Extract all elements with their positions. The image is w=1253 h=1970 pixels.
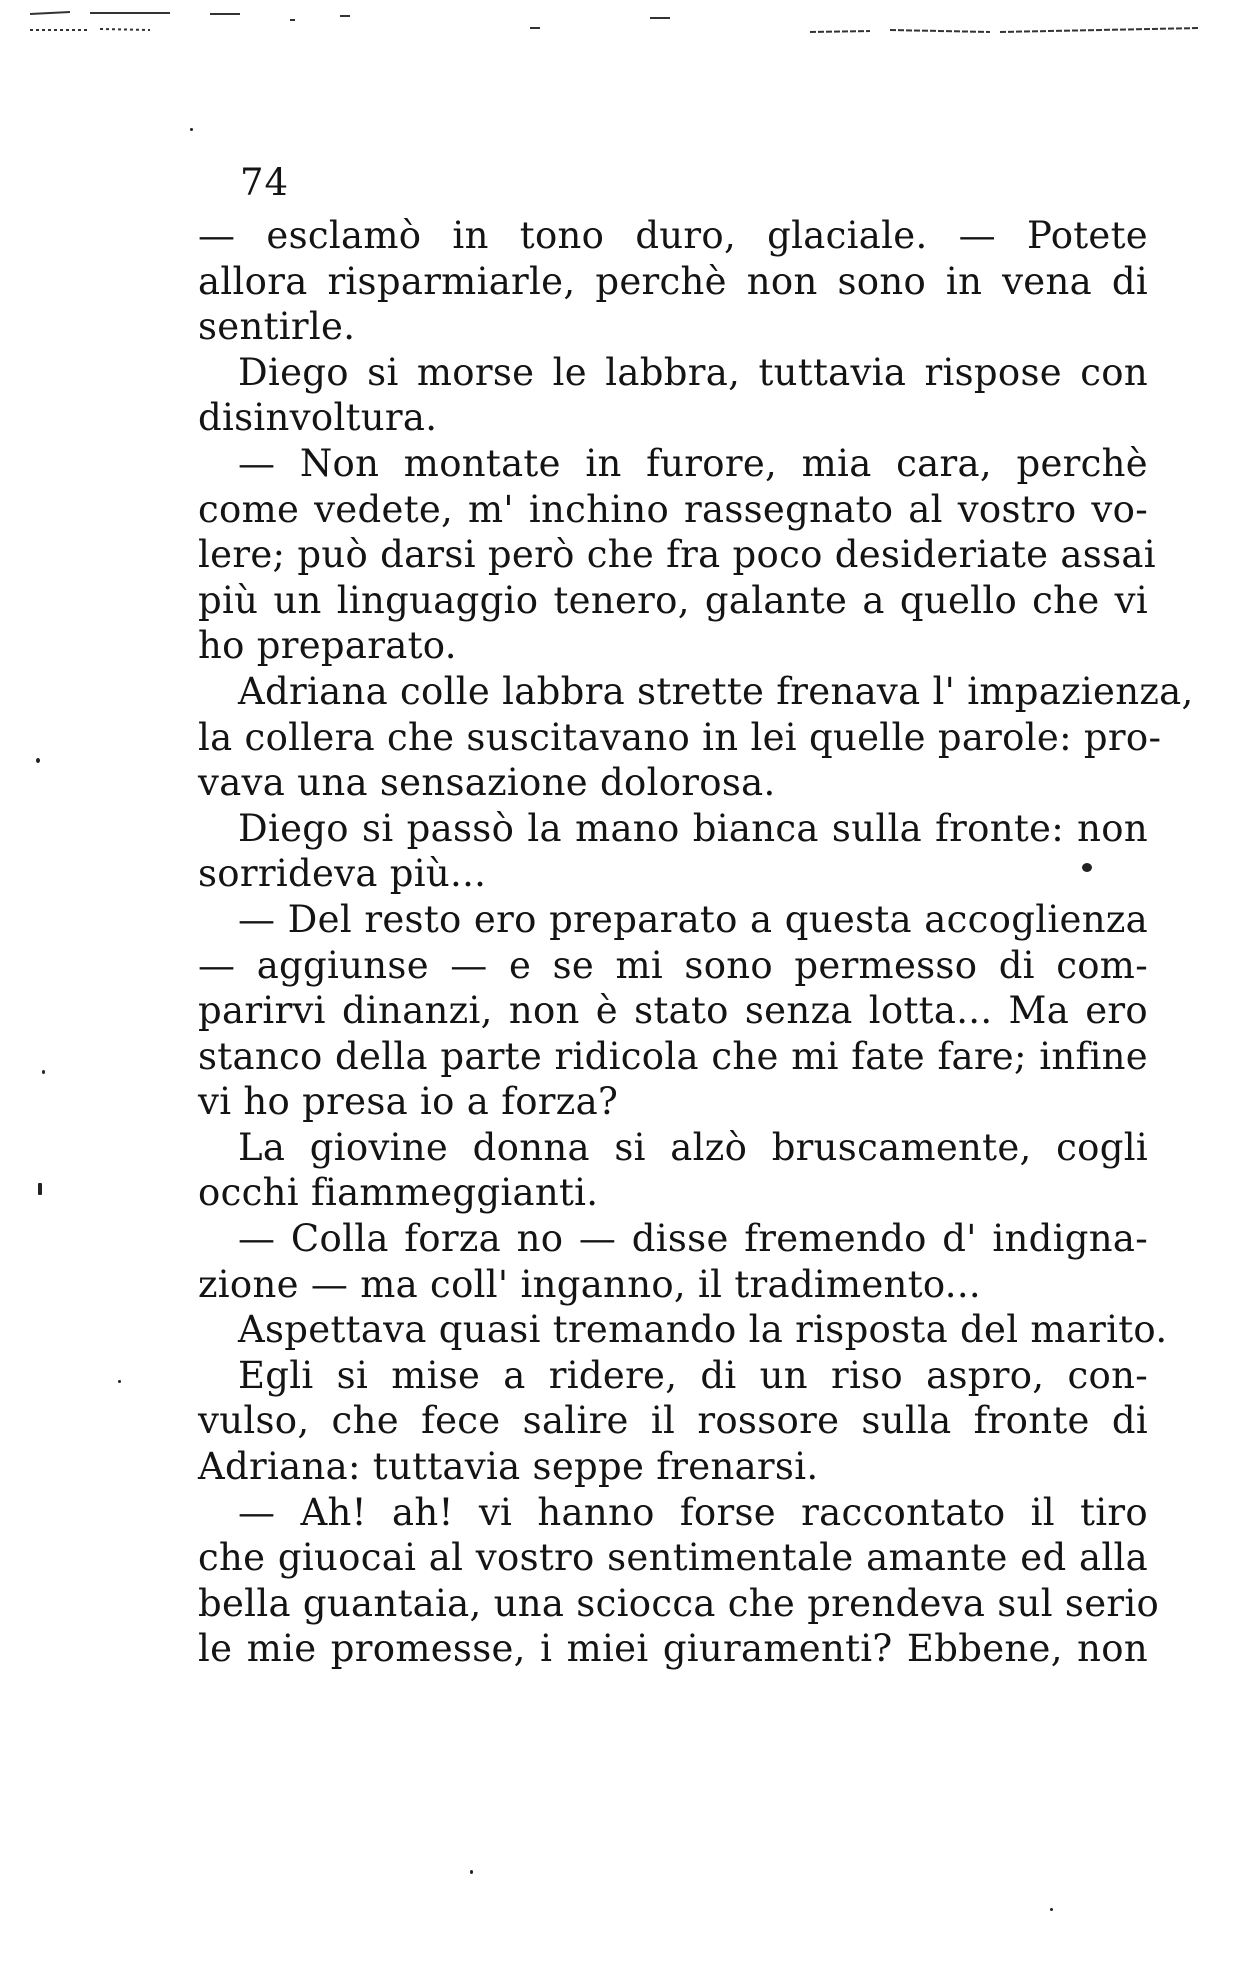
scan-speck xyxy=(38,1183,42,1195)
text-line: ho preparato. xyxy=(198,624,457,668)
scan-speck xyxy=(36,758,40,763)
text-line: allora risparmiarle, perchè non sono in vena di xyxy=(198,259,1148,303)
scan-speck xyxy=(118,1380,121,1383)
text-line: Egli si mise a ridere, di un riso aspro, con- xyxy=(238,1353,1148,1397)
text-line: — Colla forza no — disse fremendo d' indigna- xyxy=(238,1217,1148,1261)
scan-speck xyxy=(42,1070,45,1074)
text-line: più un linguaggio tenero, galante a quello che vi xyxy=(198,578,1148,622)
scan-artifact-top xyxy=(30,8,1230,38)
text-line: Aspettava quasi tremando la risposta del marito. xyxy=(238,1308,1168,1352)
text-line: — esclamò in tono duro, glaciale. — Potete xyxy=(198,214,1148,257)
text-line: che giuocai al vostro sentimentale amante ed alla xyxy=(198,1536,1148,1580)
scan-speck xyxy=(190,128,193,131)
text-line: Adriana: tuttavia seppe frenarsi. xyxy=(198,1445,819,1489)
text-line: — Non montate in furore, mia cara, perchè xyxy=(238,441,1148,485)
text-line: Diego si passò la mano bianca sulla fronte: non xyxy=(238,806,1148,850)
text-line: occhi fiammeggianti. xyxy=(198,1171,599,1215)
text-line: come vedete, m' inchino rassegnato al vostro vo- xyxy=(198,487,1148,531)
body-text xyxy=(198,213,1194,1672)
text-line: zione — ma coll' inganno, il tradimento... xyxy=(198,1262,981,1306)
text-line: parirvi dinanzi, non è stato senza lotta... Ma ero xyxy=(198,989,1148,1033)
text-line: Diego si morse le labbra, tuttavia rispose con xyxy=(238,350,1148,394)
text-line: vi ho presa io a forza? xyxy=(198,1080,619,1124)
text-line: vava una sensazione dolorosa. xyxy=(198,761,776,805)
text-line: lere; può darsi però che fra poco desideriate assai xyxy=(198,533,1156,577)
scan-speck xyxy=(1050,1908,1053,1911)
text-line: sorrideva più... xyxy=(198,852,487,896)
text-line: — aggiunse — e se mi sono permesso di com- xyxy=(198,943,1148,987)
scan-speck xyxy=(470,1870,473,1874)
text-line: la collera che suscitavano in lei quelle parole: pro- xyxy=(198,715,1162,759)
text-line: sentirle. xyxy=(198,305,356,349)
text-line: — Ah! ah! vi hanno forse raccontato il tiro xyxy=(238,1490,1148,1534)
text-line: — Del resto ero preparato a questa accoglienza xyxy=(238,897,1148,941)
text-line: le mie promesse, i miei giuramenti? Ebbene, non xyxy=(198,1627,1148,1671)
text-line: vulso, che fece salire il rossore sulla fronte di xyxy=(198,1399,1148,1443)
text-line: stanco della parte ridicola che mi fate fare; infine xyxy=(198,1034,1148,1078)
text-line: disinvoltura. xyxy=(198,396,438,440)
text-line: Adriana colle labbra strette frenava l' impazienza, xyxy=(238,669,1194,713)
text-line: bella guantaia, una sciocca che prendeva sul serio xyxy=(198,1581,1160,1625)
text-line: La giovine donna si alzò bruscamente, cogli xyxy=(238,1125,1148,1169)
page-number: 74 xyxy=(240,161,290,204)
